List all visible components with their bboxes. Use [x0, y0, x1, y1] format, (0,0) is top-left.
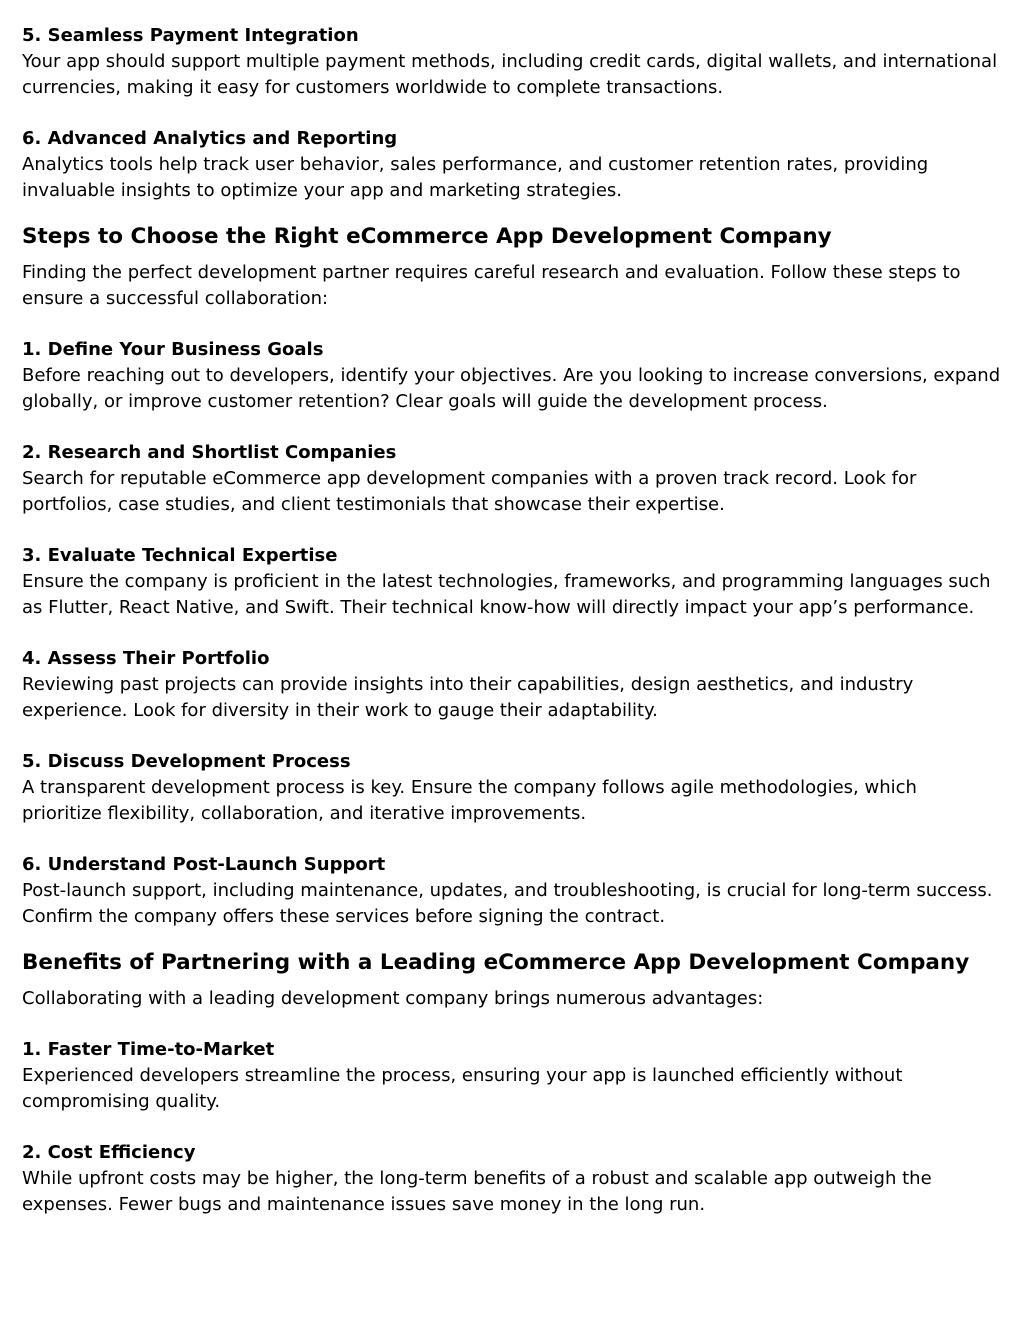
step-body: A transparent development process is key. Ensure the company follows agile methodologies, which prioritize flexibility, collaboration, and iterative improvements. — [22, 777, 917, 824]
step-title: 4. Assess Their Portfolio — [22, 648, 270, 669]
step-title: 5. Discuss Development Process — [22, 751, 351, 772]
step-body: Before reaching out to developers, identify your objectives. Are you looking to increase conversions, expand globally, or improve customer retention? Clear goals will guide the development process. — [22, 365, 1001, 412]
section-intro-steps: Finding the perfect development partner requires careful research and evaluation. Follow these steps to ensure a successful collaboration: — [22, 262, 961, 309]
benefit-body: Experienced developers streamline the process, ensuring your app is launched efficiently without compromising quality. — [22, 1065, 903, 1112]
section-intro-benefits: Collaborating with a leading development company brings numerous advantages: — [22, 988, 764, 1009]
step-title: 1. Define Your Business Goals — [22, 339, 324, 360]
step-item — [22, 646, 1002, 724]
step-title: 2. Research and Shortlist Companies — [22, 442, 397, 463]
feature-title: 6. Advanced Analytics and Reporting — [22, 128, 398, 149]
feature-title: 5. Seamless Payment Integration — [22, 25, 359, 46]
benefit-item — [22, 1037, 1002, 1115]
benefit-item — [22, 1140, 1002, 1218]
step-body: Post-launch support, including maintenance, updates, and troubleshooting, is crucial for long-term success. Confirm the company offers these services before signing the contract. — [22, 880, 993, 927]
benefit-title: 1. Faster Time-to-Market — [22, 1039, 275, 1060]
step-body: Reviewing past projects can provide insights into their capabilities, design aesthetics, and industry experience. Look for diversity in their work to gauge their adaptability. — [22, 674, 914, 721]
feature-item — [22, 23, 1002, 101]
step-item — [22, 337, 1002, 415]
step-body: Search for reputable eCommerce app development companies with a proven track record. Look for portfolios, case studies, and client testimonials that showcase their expertise. — [22, 468, 917, 515]
step-item — [22, 543, 1002, 621]
benefit-title: 2. Cost Efficiency — [22, 1142, 196, 1163]
step-title: 3. Evaluate Technical Expertise — [22, 545, 338, 566]
step-item — [22, 749, 1002, 827]
step-item — [22, 852, 1002, 930]
feature-item — [22, 126, 1002, 204]
step-title: 6. Understand Post-Launch Support — [22, 854, 386, 875]
feature-body: Your app should support multiple payment methods, including credit cards, digital wallets, and international currencies, making it easy for customers worldwide to complete transactions. — [22, 51, 998, 98]
step-body: Ensure the company is proficient in the latest technologies, frameworks, and programming languages such as Flutter, React Native, and Swift. Their technical know-how will directly impact your app’s performance. — [22, 571, 991, 618]
benefit-body: While upfront costs may be higher, the long-term benefits of a robust and scalable app outweigh the expenses. Fewer bugs and maintenance issues save money in the long run. — [22, 1168, 932, 1215]
feature-body: Analytics tools help track user behavior, sales performance, and customer retention rates, providing invaluable insights to optimize your app and marketing strategies. — [22, 154, 929, 201]
step-item — [22, 440, 1002, 518]
section-heading-benefits: Benefits of Partnering with a Leading eCommerce App Development Company — [22, 950, 970, 975]
section-heading-steps: Steps to Choose the Right eCommerce App Development Company — [22, 224, 832, 249]
